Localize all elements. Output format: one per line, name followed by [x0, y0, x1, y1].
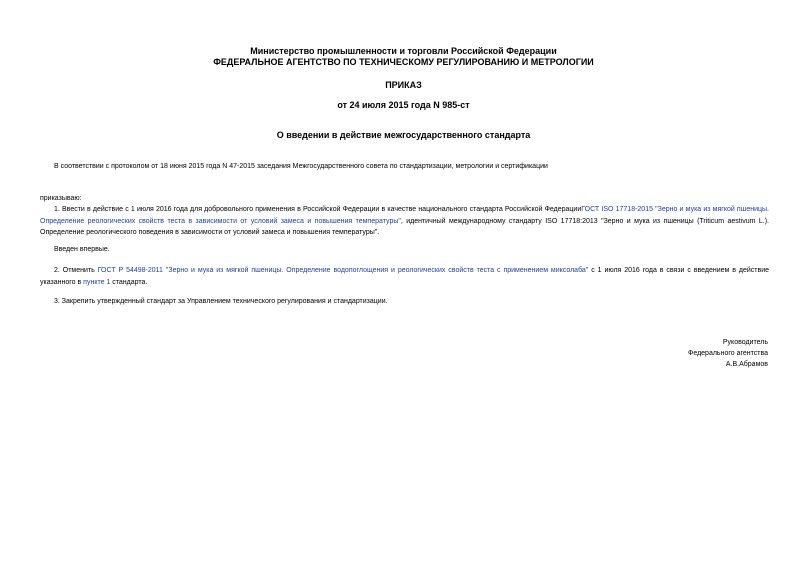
order-word: приказываю:	[40, 195, 82, 202]
doc-date-number: от 24 июля 2015 года N 985-ст	[337, 100, 470, 110]
signature-name: А.В.Абрамов	[725, 361, 768, 368]
doc-type: ПРИКАЗ	[385, 80, 422, 90]
gost-r-54498-link[interactable]: ГОСТ Р 54498-2011 "Зерно и мука из мягкой пшеницы. Определение водопоглощения и реологических свойств теста с применением миксолаба"	[97, 267, 589, 274]
gost-iso-17718-link[interactable]: ГОСТ ISO 17718-2015 "Зерно и мука из мягкой пшеницы. Определение реологических свойств теста в зависимости от условий замеса и повышения температуры"	[40, 206, 769, 225]
first-introduced: Введен впервые.	[54, 246, 110, 253]
item-2-text-mid: с 1 июля 2016 года в связи с введением в действие указанного в	[40, 267, 769, 286]
agency-title: ФЕДЕРАЛЬНОЕ АГЕНТСТВО ПО ТЕХНИЧЕСКОМУ РЕГУЛИРОВАНИЮ И МЕТРОЛОГИИ	[213, 57, 594, 67]
point-1-link[interactable]: пункте 1	[83, 278, 111, 286]
doc-subject: О введении в действие межгосударственного стандарта	[276, 130, 531, 140]
item-3: 3. Закрепить утвержденный стандарт за Управлением технического регулирования и стандартизации.	[54, 298, 388, 305]
signature-position: Руководитель	[722, 339, 768, 346]
signature-agency: Федерального агентства	[688, 350, 768, 357]
preamble: В соответствии с протоколом от 18 июня 2015 года N 47-2015 заседания Межгосударственного совета по стандартизации, метрологии и сертификации	[54, 163, 548, 170]
item-2-text-pre: 2. Отменить	[54, 267, 98, 274]
item-2	[40, 265, 769, 288]
item-1-text-post: , идентичный международному стандарту ISO 17718:2013 "Зерно и мука из пшеницы (Triticum aestivum L.). Определение реологического поведения в зависимости от условий замеса и повышения температуры".	[40, 217, 769, 236]
ministry-title: Министерство промышленности и торговли Российской Федерации	[250, 46, 557, 56]
item-1-text-pre: 1. Ввести в действие с 1 июля 2016 года для добровольного применения в Российской Федерации в качестве национального стандарта Российской Федерации	[54, 206, 582, 213]
item-1	[40, 204, 769, 239]
item-2-text-post: стандарта.	[110, 278, 148, 286]
